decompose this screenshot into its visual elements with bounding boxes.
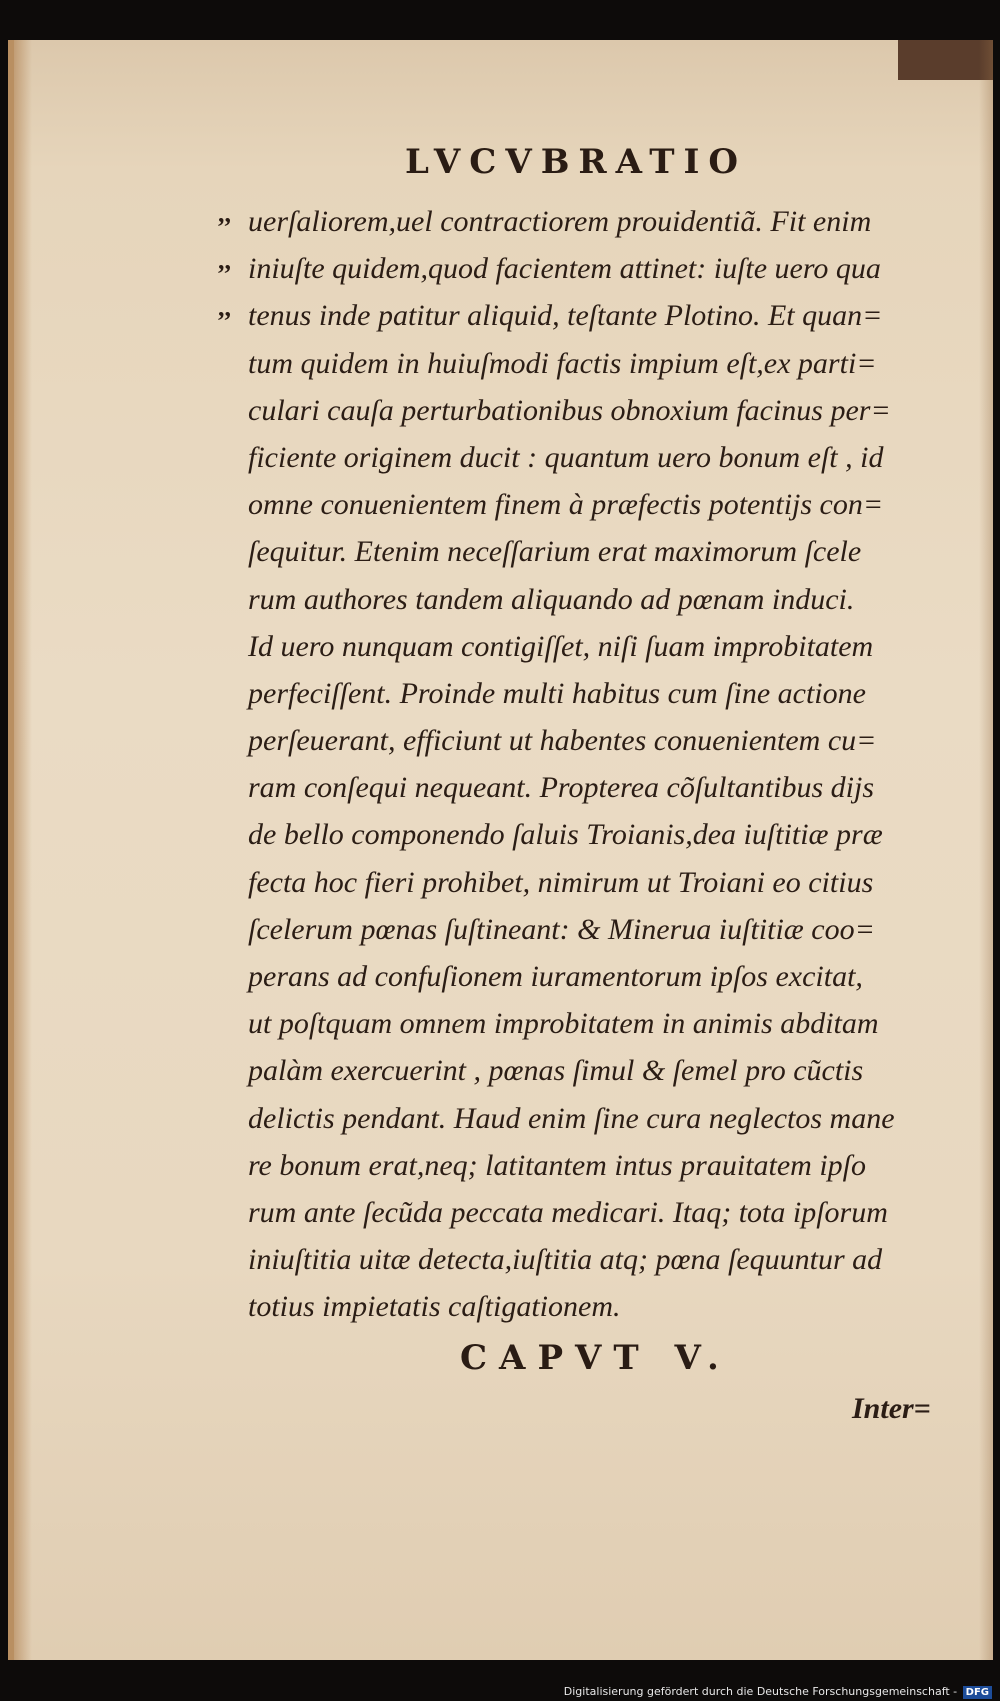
text-line: omne conuenientem finem à præfectis potentijs con= bbox=[248, 488, 884, 522]
text-line: rum ante ſecũda peccata medicari. Itaq; tota ipſorum bbox=[248, 1195, 888, 1229]
text-line: Id uero nunquam contigiſſet, niſi ſuam improbitatem bbox=[248, 629, 874, 663]
text-line: iniuſtitia uitæ detecta,iuſtitia atq; pœna ſequuntur ad bbox=[248, 1243, 883, 1277]
text-line: totius impietatis caſtigationem. bbox=[248, 1290, 621, 1324]
quote-mark: ,, bbox=[218, 293, 231, 322]
text-line: iniuſte quidem,quod facientem attinet: iuſte uero qua bbox=[248, 252, 881, 286]
credit-text: Digitalisierung gefördert durch die Deutsche Forschungsgemeinschaft - bbox=[563, 1685, 958, 1698]
text-line: tenus inde patitur aliquid, teſtante Plotino. Et quan= bbox=[248, 299, 883, 333]
text-line: perans ad confuſionem iuramentorum ipſos excitat, bbox=[248, 960, 863, 993]
chapter-heading: CAPVT V. bbox=[460, 1338, 731, 1378]
running-header: LVCVBRATIO bbox=[405, 142, 748, 182]
quote-mark: ,, bbox=[218, 199, 231, 228]
text-line: re bonum erat,neq; latitantem intus prauitatem ipſo bbox=[248, 1148, 867, 1182]
text-line: ſequitur. Etenim neceſſarium erat maximorum ſcele bbox=[248, 535, 862, 569]
text-line: ut poſtquam omnem improbitatem in animis abditam bbox=[248, 1007, 879, 1041]
text-line: perfeciſſent. Proinde multi habitus cum ſine actione bbox=[248, 676, 866, 710]
text-line: ficiente originem ducit : quantum uero bonum eſt , id bbox=[248, 440, 884, 474]
digitization-credit bbox=[564, 1685, 992, 1699]
body-text bbox=[248, 198, 948, 1331]
text-line: ſcelerum pœnas ſuſtineant: & Minerua iuſtitiæ coo= bbox=[248, 912, 875, 946]
dfg-logo: DFG bbox=[963, 1686, 992, 1699]
text-line: culari cauſa perturbationibus obnoxium facinus per= bbox=[248, 393, 891, 427]
text-line: perſeuerant, efficiunt ut habentes conuenientem cu= bbox=[248, 724, 877, 758]
quote-mark: ,, bbox=[218, 246, 231, 275]
text-line: tum quidem in huiuſmodi factis impium eſt,ex parti= bbox=[248, 346, 877, 380]
text-line: de bello componendo ſaluis Troianis,dea iuſtitiæ præ bbox=[248, 818, 883, 852]
text-line: ram conſequi nequeant. Propterea cõſultantibus dijs bbox=[248, 771, 875, 805]
page-corner bbox=[898, 40, 993, 80]
text-line: delictis pendant. Haud enim ſine cura neglectos mane bbox=[248, 1101, 895, 1135]
text-line: uerſaliorem,uel contractiorem prouidentiã. Fit enim bbox=[248, 205, 872, 238]
catchword: Inter= bbox=[852, 1392, 931, 1425]
text-line: rum authores tandem aliquando ad pœnam induci. bbox=[248, 582, 855, 616]
text-line: fecta hoc fieri prohibet, nimirum ut Troiani eo citius bbox=[248, 865, 874, 899]
text-line: palàm exercuerint , pœnas ſimul & ſemel pro cũctis bbox=[248, 1054, 864, 1088]
